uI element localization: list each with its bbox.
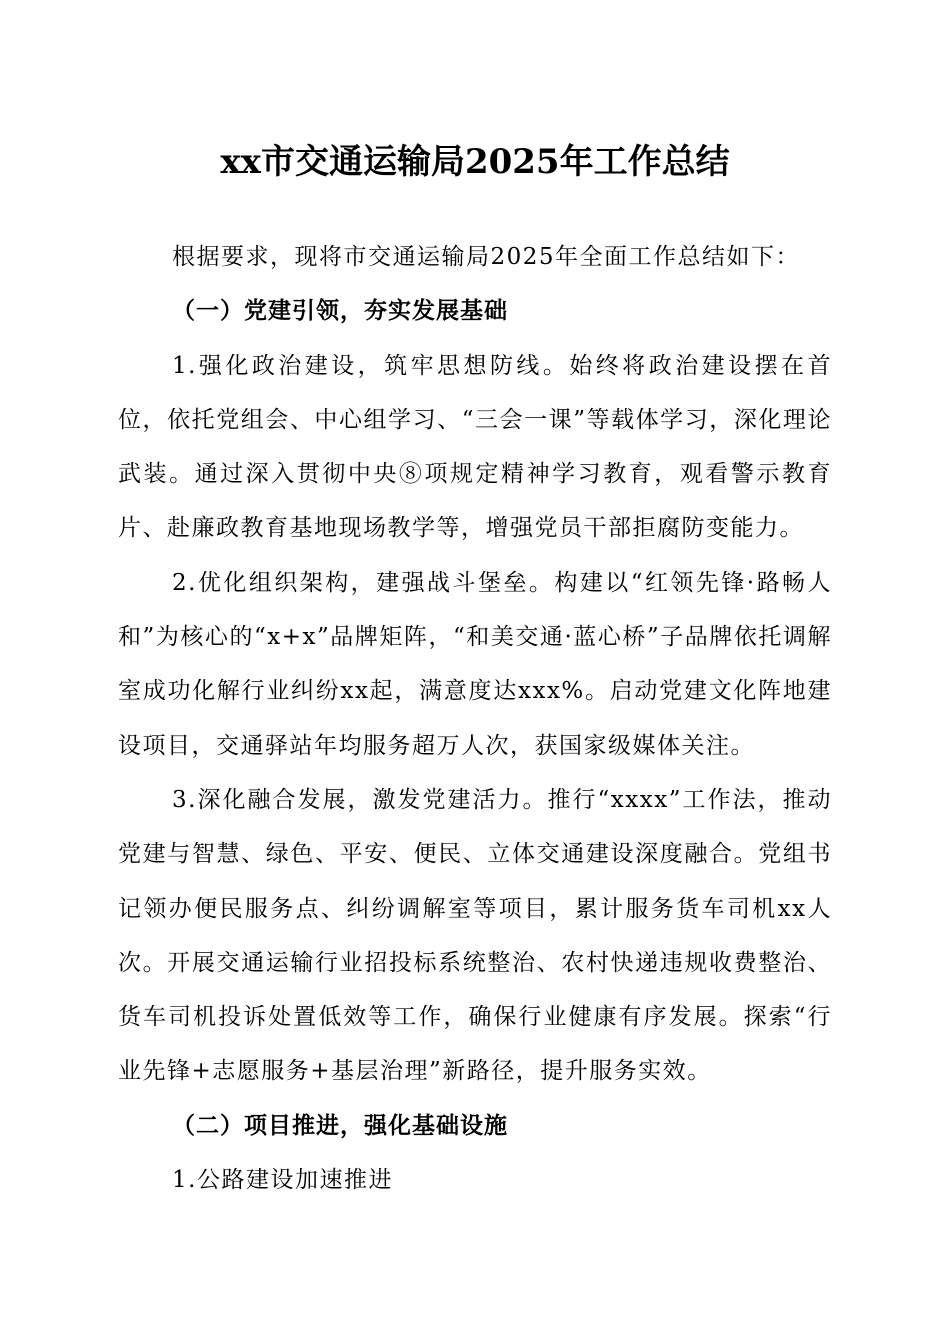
- section-heading-2: （二）项目推进，强化基础设施: [172, 1111, 508, 1139]
- document-body: [118, 230, 832, 1207]
- paragraph-integration: 3.深化融合发展，激发党建活力。推行“xxxx”工作法，推动党建与智慧、绿色、平安、便民、立体交通建设深度融合。党组书记领办便民服务点、纠纷调解室等项目，累计服务货车司机xx人次。开展交通运输行业招投标系统整治、农村快递违规收费整治、货车司机投诉处置低效等工作，确保行业健康有序发展。探索“行业先锋+志愿服务+基层治理”新路径，提升服务实效。: [118, 786, 832, 1085]
- paragraph-road-construction: 1.公路建设加速推进: [172, 1167, 393, 1194]
- section-heading-1: （一）党建引领，夯实发展基础: [172, 297, 508, 325]
- paragraph-political-building: 1.强化政治建设，筑牢思想防线。始终将政治建设摆在首位，依托党组会、中心组学习、“三会一课”等载体学习，深化理论武装。通过深入贯彻中央⑧项规定精神学习教育，观看警示教育片、赴廉政教育基地现场教学等，增强党员干部拒腐防变能力。: [118, 352, 832, 542]
- document-title: xx市交通运输局2025年工作总结: [220, 142, 730, 182]
- intro-paragraph: 根据要求，现将市交通运输局2025年全面工作总结如下：: [172, 244, 801, 270]
- paragraph-organization: 2.优化组织架构，建强战斗堡垒。构建以“红领先锋·路畅人和”为核心的“x+x”品牌矩阵，“和美交通·蓝心桥”子品牌依托调解室成功化解行业纠纷xx起，满意度达xxx%。启动党建文化阵地建设项目，交通驿站年均服务超万人次，获国家级媒体关注。: [118, 569, 832, 759]
